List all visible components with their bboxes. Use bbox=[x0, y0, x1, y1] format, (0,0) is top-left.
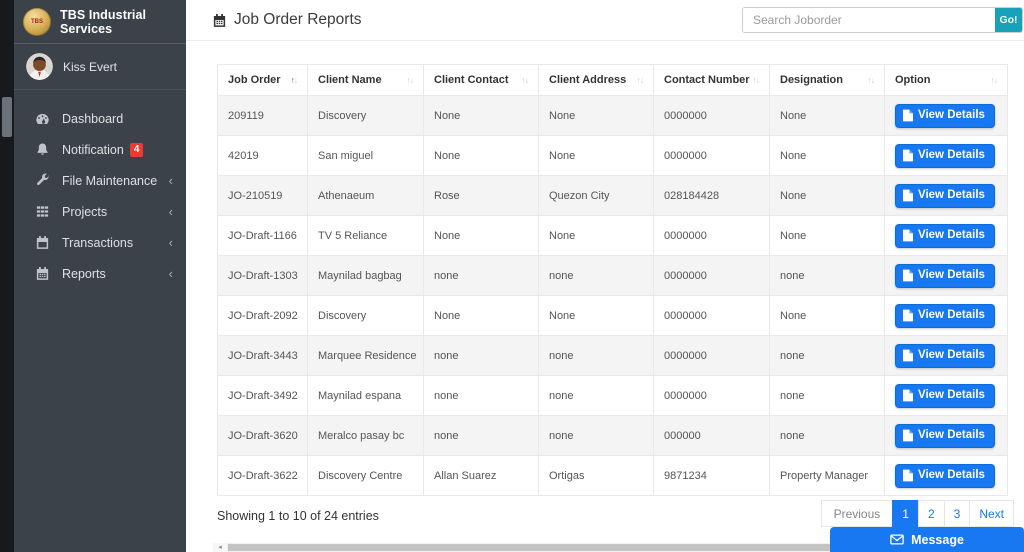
cell-option bbox=[885, 216, 1008, 256]
table-body bbox=[218, 96, 1008, 496]
cell-option bbox=[885, 256, 1008, 296]
cell-option bbox=[885, 456, 1008, 496]
cell-contact-number: 0000000 bbox=[654, 256, 770, 296]
cell-client-name: Athenaeum bbox=[308, 176, 424, 216]
cell-client-address: none bbox=[539, 336, 654, 376]
grid-icon bbox=[35, 204, 51, 220]
entries-summary: Showing 1 to 10 of 24 entries bbox=[217, 509, 379, 523]
column-header-client-address[interactable]: Client Address ↑↓ bbox=[539, 65, 654, 96]
cell-designation: none bbox=[770, 336, 885, 376]
column-header-job-order[interactable]: Job Order ↑↓ bbox=[218, 65, 308, 96]
file-icon bbox=[903, 229, 913, 242]
brand[interactable] bbox=[14, 0, 186, 44]
scroll-left-button[interactable]: ◂ bbox=[213, 543, 227, 552]
cell-client-contact: None bbox=[424, 96, 539, 136]
wrench-icon bbox=[35, 173, 51, 189]
sidebar-item-reports[interactable] bbox=[14, 258, 186, 289]
cell-contact-number: 028184428 bbox=[654, 176, 770, 216]
file-icon bbox=[903, 149, 913, 162]
chevron-left-icon: ‹ bbox=[168, 266, 173, 281]
cell-client-address: None bbox=[539, 136, 654, 176]
notification-badge: 4 bbox=[130, 143, 144, 157]
vertical-scrollbar-thumb[interactable] bbox=[2, 97, 12, 137]
cell-client-contact: none bbox=[424, 416, 539, 456]
table-row bbox=[218, 336, 1008, 376]
cell-client-contact: None bbox=[424, 216, 539, 256]
calendar-icon bbox=[35, 235, 51, 251]
file-icon bbox=[903, 469, 913, 482]
cell-client-address: None bbox=[539, 216, 654, 256]
cell-designation: none bbox=[770, 376, 885, 416]
cell-job-order: 42019 bbox=[218, 136, 308, 176]
top-navbar bbox=[186, 0, 1024, 41]
sidebar-item-transactions[interactable] bbox=[14, 227, 186, 258]
sidebar-menu bbox=[14, 90, 186, 289]
cell-designation: Property Manager bbox=[770, 456, 885, 496]
cell-job-order: JO-Draft-3622 bbox=[218, 456, 308, 496]
cell-option bbox=[885, 176, 1008, 216]
cell-client-address: None bbox=[539, 296, 654, 336]
table-row bbox=[218, 416, 1008, 456]
brand-logo-icon: TBS bbox=[23, 8, 51, 36]
go-button[interactable]: Go! bbox=[995, 8, 1022, 32]
calendar-grid-icon bbox=[35, 266, 51, 282]
table-row bbox=[218, 256, 1008, 296]
envelope-icon bbox=[890, 534, 904, 545]
cell-contact-number: 9871234 bbox=[654, 456, 770, 496]
cell-client-name: San miguel bbox=[308, 136, 424, 176]
cell-client-name: Marquee Residence bbox=[308, 336, 424, 376]
sidebar-item-label: Dashboard bbox=[62, 111, 124, 126]
cell-job-order: JO-Draft-1303 bbox=[218, 256, 308, 296]
main-area bbox=[186, 0, 1024, 552]
cell-job-order: JO-Draft-1166 bbox=[218, 216, 308, 256]
file-icon bbox=[903, 189, 913, 202]
cell-contact-number: 0000000 bbox=[654, 336, 770, 376]
cell-client-contact: None bbox=[424, 296, 539, 336]
cell-client-address: none bbox=[539, 376, 654, 416]
cell-client-contact: Rose bbox=[424, 176, 539, 216]
cell-contact-number: 000000 bbox=[654, 416, 770, 456]
view-details-button[interactable]: View Details bbox=[895, 384, 995, 408]
column-header-client-name[interactable]: Client Name ↑↓ bbox=[308, 65, 424, 96]
sidebar-item-projects[interactable] bbox=[14, 196, 186, 227]
pagination bbox=[822, 500, 1014, 527]
page-title bbox=[212, 11, 362, 29]
view-details-button[interactable]: View Details bbox=[895, 264, 995, 288]
sidebar-item-file-maintenance[interactable] bbox=[14, 165, 186, 196]
sort-icon: ↑↓ bbox=[990, 75, 997, 85]
table-row bbox=[218, 176, 1008, 216]
sort-icon: ↑↓ bbox=[521, 75, 528, 85]
cell-client-address: Ortigas bbox=[539, 456, 654, 496]
cell-client-contact: none bbox=[424, 256, 539, 296]
table-row bbox=[218, 296, 1008, 336]
page-title-text: Job Order Reports bbox=[234, 11, 362, 28]
table-row bbox=[218, 136, 1008, 176]
cell-client-contact: none bbox=[424, 336, 539, 376]
chevron-left-icon: ‹ bbox=[168, 173, 173, 188]
sidebar-item-label: Transactions bbox=[62, 235, 134, 250]
user-panel[interactable] bbox=[14, 44, 186, 90]
view-details-button[interactable]: View Details bbox=[895, 104, 995, 128]
file-icon bbox=[903, 109, 913, 122]
file-icon bbox=[903, 389, 913, 402]
sidebar-item-dashboard[interactable] bbox=[14, 103, 186, 134]
cell-client-contact: Allan Suarez bbox=[424, 456, 539, 496]
file-icon bbox=[903, 269, 913, 282]
cell-client-address: none bbox=[539, 416, 654, 456]
table-row bbox=[218, 96, 1008, 136]
cell-designation: None bbox=[770, 176, 885, 216]
cell-job-order: 209119 bbox=[218, 96, 308, 136]
message-button-label: Message bbox=[911, 532, 964, 547]
cell-job-order: JO-Draft-3620 bbox=[218, 416, 308, 456]
view-details-button[interactable]: View Details bbox=[895, 304, 995, 328]
brand-title: TBS Industrial Services bbox=[60, 7, 147, 36]
cell-option bbox=[885, 96, 1008, 136]
cell-contact-number: 0000000 bbox=[654, 216, 770, 256]
sidebar-item-label: File Maintenance bbox=[62, 173, 158, 188]
cell-client-name: Maynilad bagbag bbox=[308, 256, 424, 296]
view-details-button[interactable]: View Details bbox=[895, 344, 995, 368]
cell-contact-number: 0000000 bbox=[654, 296, 770, 336]
cell-client-address: Quezon City bbox=[539, 176, 654, 216]
cell-option bbox=[885, 296, 1008, 336]
cell-job-order: JO-Draft-3443 bbox=[218, 336, 308, 376]
cell-client-address: none bbox=[539, 256, 654, 296]
cell-option bbox=[885, 376, 1008, 416]
cell-designation: none bbox=[770, 256, 885, 296]
window-vertical-scrollbar[interactable] bbox=[0, 0, 14, 552]
view-details-button[interactable]: View Details bbox=[895, 424, 995, 448]
column-header-designation[interactable]: Designation ↑↓ bbox=[770, 65, 885, 96]
file-icon bbox=[903, 429, 913, 442]
file-icon bbox=[903, 309, 913, 322]
cell-designation: None bbox=[770, 216, 885, 256]
table-row bbox=[218, 376, 1008, 416]
cell-designation: none bbox=[770, 416, 885, 456]
page-previous[interactable]: Previous bbox=[821, 500, 894, 527]
sidebar bbox=[14, 0, 186, 552]
cell-job-order: JO-210519 bbox=[218, 176, 308, 216]
sort-icon: ↑↓ bbox=[406, 75, 413, 85]
cell-client-name: Discovery bbox=[308, 296, 424, 336]
page-next[interactable]: Next bbox=[969, 500, 1014, 527]
sort-icon: ↑↓ bbox=[636, 75, 643, 85]
content bbox=[186, 41, 1024, 552]
cell-job-order: JO-Draft-3492 bbox=[218, 376, 308, 416]
job-order-table bbox=[217, 64, 1007, 496]
search-input[interactable] bbox=[743, 8, 995, 32]
cell-client-name: Discovery Centre bbox=[308, 456, 424, 496]
user-name: Kiss Evert bbox=[63, 59, 118, 74]
cell-option bbox=[885, 416, 1008, 456]
table-row bbox=[218, 216, 1008, 256]
page-2[interactable]: 2 bbox=[918, 500, 945, 527]
sidebar-item-label: Notification bbox=[62, 142, 124, 157]
cell-contact-number: 0000000 bbox=[654, 96, 770, 136]
cell-job-order: JO-Draft-2092 bbox=[218, 296, 308, 336]
search-bar bbox=[742, 7, 1023, 33]
cell-client-contact: none bbox=[424, 376, 539, 416]
view-details-button[interactable]: View Details bbox=[895, 144, 995, 168]
table-header-row bbox=[218, 65, 1008, 96]
bell-icon bbox=[35, 142, 51, 158]
sidebar-item-notification[interactable] bbox=[14, 134, 186, 165]
cell-client-name: TV 5 Reliance bbox=[308, 216, 424, 256]
cell-client-name: Discovery bbox=[308, 96, 424, 136]
sort-icon: ↑↓ bbox=[290, 75, 297, 85]
chevron-left-icon: ‹ bbox=[168, 204, 173, 219]
message-button[interactable] bbox=[830, 527, 1024, 552]
cell-client-contact: None bbox=[424, 136, 539, 176]
table-row bbox=[218, 456, 1008, 496]
avatar bbox=[26, 53, 53, 80]
column-header-option[interactable]: Option ↑↓ bbox=[885, 65, 1008, 96]
cell-client-name: Meralco pasay bc bbox=[308, 416, 424, 456]
cell-client-name: Maynilad espana bbox=[308, 376, 424, 416]
sidebar-item-label: Projects bbox=[62, 204, 108, 219]
cell-designation: None bbox=[770, 96, 885, 136]
view-details-button[interactable]: View Details bbox=[895, 464, 995, 488]
sort-icon: ↑↓ bbox=[867, 75, 874, 85]
cell-designation: None bbox=[770, 296, 885, 336]
page-3[interactable]: 3 bbox=[944, 500, 971, 527]
view-details-button[interactable]: View Details bbox=[895, 224, 995, 248]
cell-option bbox=[885, 336, 1008, 376]
cell-client-address: None bbox=[539, 96, 654, 136]
sidebar-item-label: Reports bbox=[62, 266, 106, 281]
cell-option bbox=[885, 136, 1008, 176]
cell-designation: None bbox=[770, 136, 885, 176]
column-header-contact-number[interactable]: Contact Number ↑↓ bbox=[654, 65, 770, 96]
page-1[interactable]: 1 bbox=[892, 500, 919, 527]
file-icon bbox=[903, 349, 913, 362]
column-header-client-contact[interactable]: Client Contact ↑↓ bbox=[424, 65, 539, 96]
sort-icon: ↑↓ bbox=[752, 75, 759, 85]
cell-contact-number: 0000000 bbox=[654, 136, 770, 176]
cell-contact-number: 0000000 bbox=[654, 376, 770, 416]
dashboard-icon bbox=[35, 111, 51, 127]
view-details-button[interactable]: View Details bbox=[895, 184, 995, 208]
calendar-icon bbox=[212, 13, 227, 28]
chevron-left-icon: ‹ bbox=[168, 235, 173, 250]
